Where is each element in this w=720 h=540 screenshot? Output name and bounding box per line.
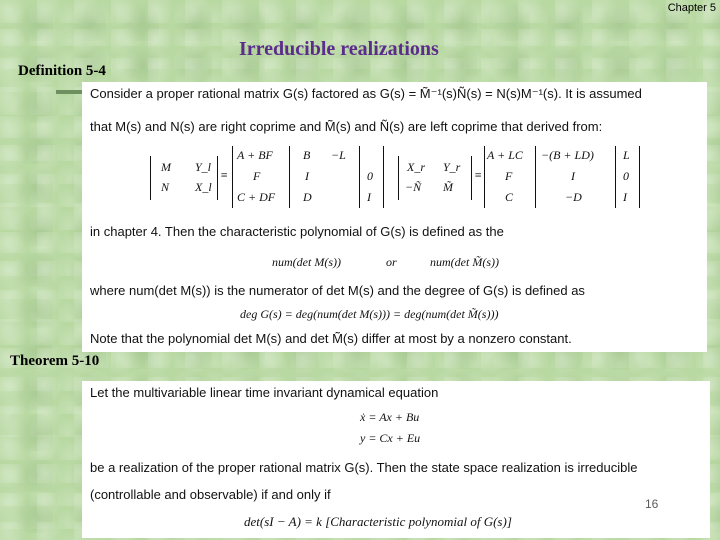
- matrix-cell: F: [253, 169, 261, 183]
- theorem-line-3: (controllable and observable) if and only if: [90, 487, 331, 502]
- matrix-cell: 0: [367, 169, 373, 183]
- matrix-cell: −Ñ: [405, 180, 422, 194]
- state-equation: ẋ = Ax + Bu: [360, 410, 420, 424]
- definition-line-5: Note that the polynomial det M(s) and det M̃(s) differ at most by a nonzero constant.: [90, 331, 572, 346]
- matrix-right-a: [398, 156, 472, 200]
- theorem-line-2: be a realization of the proper rational matrix G(s). Then the state space realization is irreducible: [90, 460, 638, 475]
- matrix-left-a: [150, 156, 218, 200]
- definition-line-1: Consider a proper rational matrix G(s) factored as G(s) = M̃⁻¹(s)Ñ(s) = N(s)M⁻¹(s). It is assumed: [90, 86, 642, 101]
- matrix-cell: −(B + LD): [541, 148, 594, 162]
- matrix-cell: I: [571, 169, 575, 183]
- equiv-sign: ≡: [474, 168, 483, 182]
- matrix-cell: −L: [331, 148, 346, 162]
- matrix-cell: A + LC: [487, 148, 523, 162]
- matrix-cell: A + BF: [237, 148, 273, 162]
- matrix-cell: I: [305, 169, 309, 183]
- poly-eq-left: num(det M(s)): [272, 255, 341, 269]
- matrix-cell: M̃: [443, 180, 453, 194]
- matrix-cell: Y_r: [443, 160, 461, 174]
- matrix-cell: C + DF: [237, 190, 276, 204]
- matrix-cell: C: [505, 190, 514, 204]
- matrix-cell: M: [161, 160, 171, 174]
- matrix-left-b: [232, 146, 384, 208]
- accent-bar: [56, 90, 84, 94]
- matrix-divider: [535, 146, 536, 208]
- page-number: 16: [645, 497, 659, 511]
- matrix-right-b: [484, 146, 640, 208]
- matrix-cell: I: [367, 190, 371, 204]
- slide-title: Irreducible realizations: [239, 38, 439, 60]
- matrix-cell: F: [505, 169, 513, 183]
- matrix-cell: X_l: [195, 180, 212, 194]
- matrix-divider: [289, 146, 290, 208]
- matrix-cell: 0: [623, 169, 629, 183]
- theorem-condition: det(sI − A) = k [Characteristic polynomial of G(s)]: [244, 514, 512, 529]
- definition-line-3: in chapter 4. Then the characteristic polynomial of G(s) is defined as the: [90, 224, 504, 239]
- degree-equation: deg G(s) = deg(num(det M(s))) = deg(num(det M̃(s))): [240, 307, 499, 321]
- definition-line-2: that M(s) and N(s) are right coprime and M̃(s) and Ñ(s) are left coprime that derived from:: [90, 119, 603, 134]
- equiv-sign: ≡: [220, 168, 229, 182]
- matrix-cell: Y_l: [195, 160, 212, 174]
- matrix-cell: L: [623, 148, 630, 162]
- theorem-panel: [82, 381, 710, 538]
- theorem-line-1: Let the multivariable linear time invariant dynamical equation: [90, 385, 439, 400]
- definition-label: Definition 5-4: [18, 63, 106, 79]
- definition-panel: [82, 82, 707, 352]
- theorem-label: Theorem 5-10: [10, 353, 100, 369]
- matrix-cell: N: [161, 180, 170, 194]
- matrix-cell: −D: [565, 190, 582, 204]
- poly-eq-or: or: [386, 255, 397, 269]
- chapter-label: Chapter 5: [667, 2, 716, 14]
- matrix-cell: B: [303, 148, 311, 162]
- matrix-cell: X_r: [407, 160, 425, 174]
- matrix-cell: D: [303, 190, 312, 204]
- poly-eq-right: num(det M̃(s)): [430, 255, 499, 269]
- output-equation: y = Cx + Eu: [360, 431, 421, 445]
- matrix-divider: [359, 146, 360, 208]
- matrix-divider: [615, 146, 616, 208]
- definition-line-4: where num(det M(s)) is the numerator of det M(s) and the degree of G(s) is defined as: [90, 283, 585, 298]
- matrix-cell: I: [623, 190, 627, 204]
